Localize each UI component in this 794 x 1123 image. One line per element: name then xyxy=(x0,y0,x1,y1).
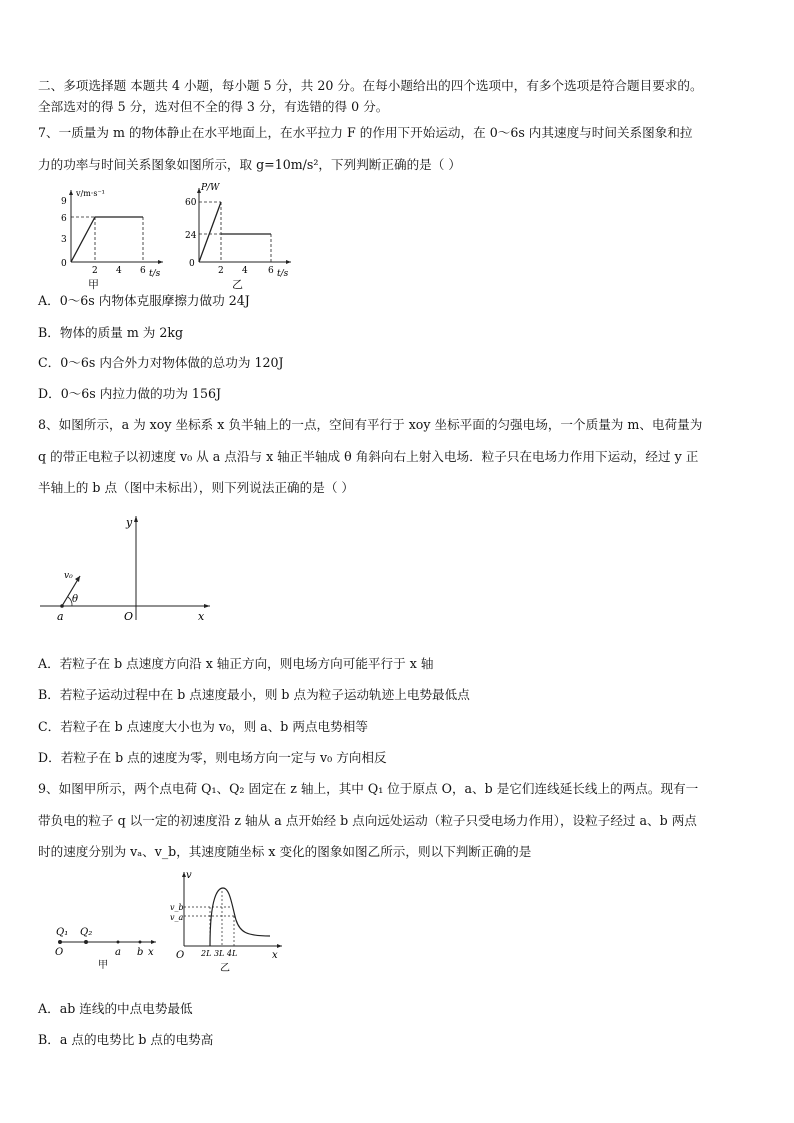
q7-fig-a-ytick-0: 0 xyxy=(61,259,67,269)
q8-figure-coordinate-system xyxy=(38,510,218,630)
q7-fig-b-ytick-60: 60 xyxy=(185,198,197,208)
q8-stem-line-2: q 的带正电粒子以初速度 v₀ 从 a 点沿与 x 轴正半轴成 θ 角斜向右上射入电场．粒子只在电场力作用下运动，经过 y 正 xyxy=(38,449,699,464)
q7-stem-line-1: 7、一质量为 m 的物体静止在水平地面上，在水平拉力 F 的作用下开始运动，在 0～6s 内其速度与时间关系图象和拉 xyxy=(38,125,693,140)
q8-fig-origin: O xyxy=(124,610,134,623)
q7-fig-a-ytick-6: 6 xyxy=(61,214,67,224)
q9-fig-b-caption: 乙 xyxy=(220,963,230,974)
q8-option-a: A．若粒子在 b 点速度方向沿 x 轴正方向，则电场方向可能平行于 x 轴 xyxy=(38,656,434,671)
q9-stem-line-3: 时的速度分别为 vₐ、v_b，其速度随坐标 x 变化的图象如图乙所示，则以下判断正确的是 xyxy=(38,844,532,859)
q7-fig-b-caption: 乙 xyxy=(232,278,243,291)
q7-fig-b-xtick-6: 6 xyxy=(268,266,274,276)
section-intro-line-1: 二、多项选择题 本题共 4 小题，每小题 5 分，共 20 分。在每小题给出的四个选项中，有多个选项是符合题目要求的。 xyxy=(38,78,703,93)
q8-fig-velocity-label: v₀ xyxy=(64,571,73,581)
q7-fig-b-xtick-2: 2 xyxy=(218,266,224,276)
q8-option-d: D．若粒子在 b 点的速度为零，则电场方向一定与 v₀ 方向相反 xyxy=(38,750,387,765)
q9-fig-va-label: v_a xyxy=(170,913,184,922)
q7-figure-power-time xyxy=(185,180,300,280)
q8-option-c: C．若粒子在 b 点速度大小也为 v₀，则 a、b 两点电势相等 xyxy=(38,719,368,734)
q7-fig-a-caption: 甲 xyxy=(88,278,99,291)
q9-fig-point-a: a xyxy=(115,947,121,958)
q9-fig-b-origin: O xyxy=(176,950,185,961)
q9-stem-line-1: 9、如图甲所示，两个点电荷 Q₁、Q₂ 固定在 z 轴上，其中 Q₁ 位于原点 O，a、b 是它们连线延长线上的两点。现有一 xyxy=(38,781,699,796)
q7-fig-a-xtick-6: 6 xyxy=(140,266,146,276)
q7-option-c: C．0～6s 内合外力对物体做的总功为 120J xyxy=(38,355,284,370)
q7-fig-b-ytick-24: 24 xyxy=(185,231,197,241)
q9-fig-b-xlabel: x xyxy=(272,950,278,961)
q9-figure-velocity-position xyxy=(170,866,290,976)
q7-fig-b-xlabel: t/s xyxy=(277,269,289,279)
q7-fig-a-xtick-4: 4 xyxy=(116,266,122,276)
q7-fig-a-ytick-3: 3 xyxy=(61,235,67,245)
section-intro-line-2: 全部选对的得 5 分，选对但不全的得 3 分，有选错的得 0 分。 xyxy=(38,99,389,114)
q7-fig-a-ytick-9: 9 xyxy=(61,197,67,207)
q7-fig-a-xlabel: t/s xyxy=(149,269,161,279)
q9-fig-a-caption: 甲 xyxy=(98,960,108,971)
q8-fig-angle-label: θ xyxy=(72,594,79,605)
q9-fig-v-label: v xyxy=(186,870,192,881)
q7-fig-b-ylabel: P/W xyxy=(201,183,220,193)
q9-fig-b-ticks: 2L 3L 4L xyxy=(201,949,238,958)
q9-option-a: A．ab 连线的中点电势最低 xyxy=(38,1001,193,1016)
q9-fig-point-b: b xyxy=(137,947,144,958)
q8-fig-point-a: a xyxy=(57,610,64,623)
q9-fig-q2-label: Q₂ xyxy=(80,927,93,938)
q7-stem-line-2: 力的功率与时间关系图象如图所示，取 g=10m/s²，下列判断正确的是（ ） xyxy=(38,157,461,172)
q7-option-b: B．物体的质量 m 为 2kg xyxy=(38,325,184,340)
q7-fig-b-xtick-4: 4 xyxy=(242,266,248,276)
q9-fig-a-xlabel: x xyxy=(148,947,154,958)
q9-stem-line-2: 带负电的粒子 q 以一定的初速度沿 z 轴从 a 点开始经 b 点向远处运动（粒子只受电场力作用），设粒子经过 a、b 两点 xyxy=(38,813,697,828)
q8-stem-line-3: 半轴上的 b 点（图中未标出），则下列说法正确的是（ ） xyxy=(38,480,355,495)
q9-fig-vb-label: v_b xyxy=(170,903,184,912)
q7-fig-a-xtick-2: 2 xyxy=(92,266,98,276)
q7-option-d: D．0～6s 内拉力做的功为 156J xyxy=(38,386,222,401)
q7-fig-b-ytick-0: 0 xyxy=(189,259,195,269)
q8-fig-y-label: y xyxy=(126,516,133,529)
q9-option-b: B．a 点的电势比 b 点的电势高 xyxy=(38,1032,214,1047)
q9-fig-a-origin: O xyxy=(55,947,64,958)
q8-stem-line-1: 8、如图所示，a 为 xoy 坐标系 x 负半轴上的一点，空间有平行于 xoy 坐标平面的匀强电场，一个质量为 m、电荷量为 xyxy=(38,417,703,432)
q7-fig-a-ylabel: v/m·s⁻¹ xyxy=(76,189,105,198)
q9-fig-q1-label: Q₁ xyxy=(56,927,69,938)
q9-figure-charges-axis xyxy=(48,920,163,972)
q7-figure-velocity-time xyxy=(55,180,170,280)
q7-option-a: A．0～6s 内物体克服摩擦力做功 24J xyxy=(38,293,250,308)
q8-fig-x-label: x xyxy=(198,610,205,623)
q8-option-b: B．若粒子运动过程中在 b 点速度最小，则 b 点为粒子运动轨迹上电势最低点 xyxy=(38,687,470,702)
